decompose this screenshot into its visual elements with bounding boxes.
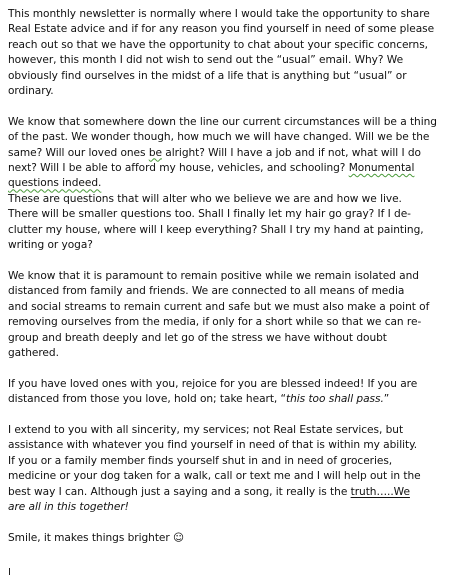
paragraph-closing bbox=[8, 531, 446, 546]
grammar-flagged-word[interactable]: be bbox=[148, 146, 162, 159]
italic-quote: this too shall pass. bbox=[286, 393, 384, 406]
paragraph-questions bbox=[8, 192, 446, 254]
text-line bbox=[8, 392, 446, 407]
text-line: removing ourselves from the media, if only for a short while so that we can re- bbox=[8, 316, 422, 329]
text-line: If you have loved ones with you, rejoice for you are blessed indeed! If you are bbox=[8, 377, 418, 390]
text-segment: same? Will our loved ones bbox=[8, 146, 149, 159]
text-line: reach out so that we have the opportunity to chat about your specific concerns, bbox=[8, 38, 429, 51]
grammar-flagged-phrase[interactable]: questions indeed. bbox=[8, 177, 102, 190]
paragraph-positive bbox=[8, 269, 446, 361]
paragraph-loved-ones bbox=[8, 377, 446, 408]
text-line: writing or yoga? bbox=[8, 239, 93, 252]
italic-closing-line: are all in this together! bbox=[8, 500, 129, 513]
text-line bbox=[8, 176, 446, 191]
text-line: These are questions that will alter who we believe we are and how we live. bbox=[8, 192, 402, 205]
paragraph-services bbox=[8, 423, 446, 515]
text-line: We know that somewhere down the line our current circumstances will be a thing bbox=[8, 115, 437, 128]
text-line bbox=[8, 500, 446, 515]
text-line bbox=[8, 161, 446, 176]
paragraph-intro bbox=[8, 7, 446, 99]
text-cursor bbox=[9, 568, 10, 575]
text-line: of the past. We wonder though, how much we will have changed. Will we be the bbox=[8, 131, 430, 144]
text-line: assistance with whatever you find yourself in need of that is within my ability. bbox=[8, 439, 418, 452]
text-line: If you or a family member finds yourself shut in and in need of groceries, bbox=[8, 454, 393, 467]
text-line: We know that it is paramount to remain positive while we remain isolated and bbox=[8, 269, 419, 282]
text-line: ordinary. bbox=[8, 85, 54, 98]
underlined-truth: truth…..We bbox=[350, 485, 410, 498]
text-line bbox=[8, 485, 446, 500]
text-line: This monthly newsletter is normally where I would take the opportunity to share bbox=[8, 8, 430, 20]
text-line: obviously find ourselves in the midst of a life that is anything but “usual” or bbox=[8, 69, 407, 82]
text-segment: alright? Will I have a job and if not, what will I do bbox=[161, 146, 421, 159]
text-line: and social streams to remain current and safe but we must also make a point of bbox=[8, 300, 430, 313]
newsletter-document[interactable] bbox=[8, 7, 446, 546]
text-line bbox=[8, 146, 446, 161]
text-line: clutter my house, where will I keep everything? Shall I try my hand at painting, bbox=[8, 223, 424, 236]
text-line: however, this month I did not wish to send out the “usual” email. Why? We bbox=[8, 54, 404, 67]
text-segment: next? Will I be able to afford my house, vehicles, and schooling? bbox=[8, 162, 349, 175]
text-line: group and breath deeply and let go of the stress we have without doubt bbox=[8, 331, 387, 344]
text-segment: ” bbox=[383, 393, 390, 406]
text-line: distanced from family and friends. We are connected to all means of media bbox=[8, 285, 405, 298]
text-line: medicine or your dog taken for a walk, call or text me and I will help out in the bbox=[8, 470, 421, 483]
closing-line: Smile, it makes things brighter ☺ bbox=[8, 531, 185, 544]
text-segment: best way I can. Although just a saying and a song, it really is the bbox=[8, 485, 351, 498]
text-line: There will be smaller questions too. Shall I finally let my hair go gray? If I de- bbox=[8, 208, 411, 221]
paragraph-circumstances bbox=[8, 115, 446, 192]
text-line: gathered. bbox=[8, 346, 59, 359]
text-line: Real Estate advice and if for any reason you find yourself in need of some please bbox=[8, 23, 435, 36]
text-line: I extend to you with all sincerity, my services; not Real Estate services, but bbox=[8, 423, 404, 436]
text-segment: distanced from those you love, hold on; take heart, “ bbox=[8, 393, 286, 406]
grammar-flagged-phrase[interactable]: Monumental bbox=[348, 162, 415, 175]
